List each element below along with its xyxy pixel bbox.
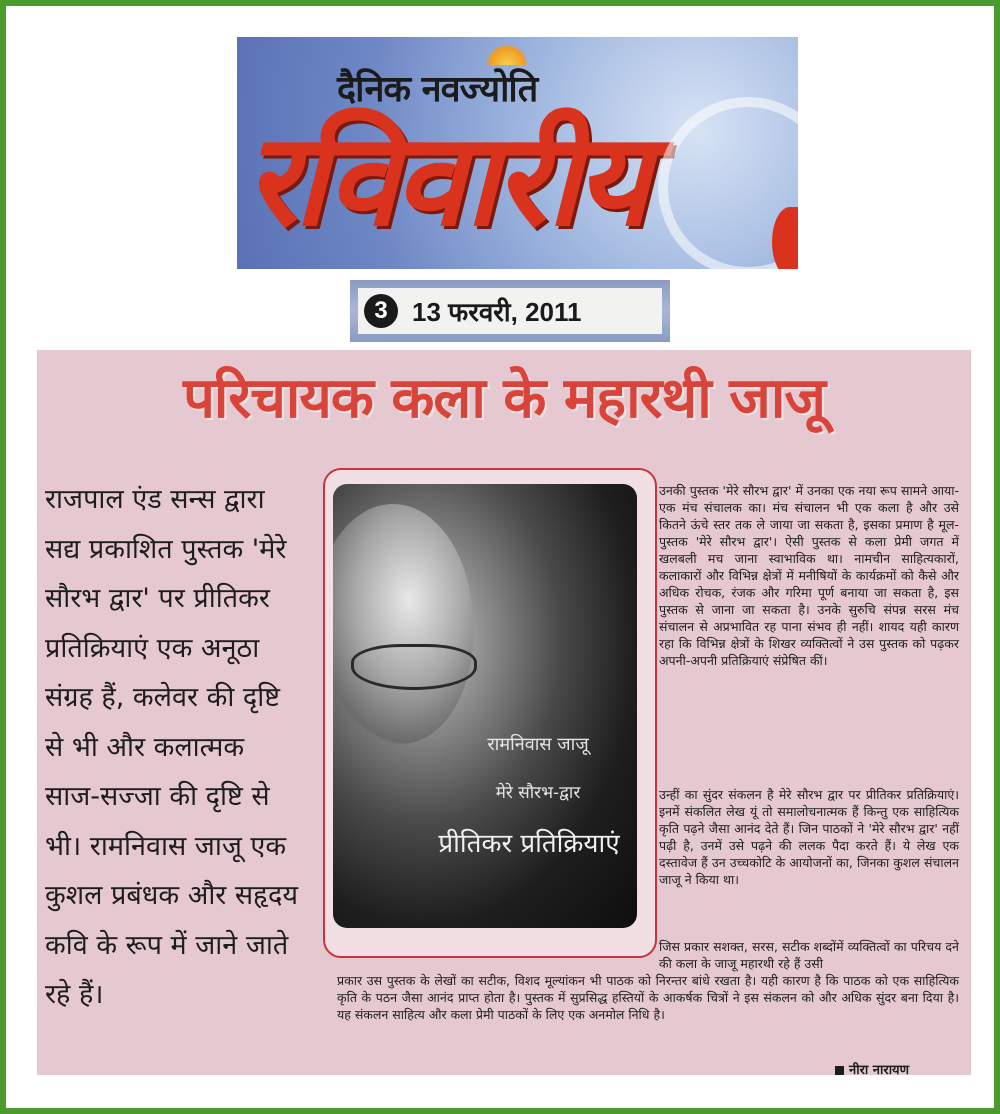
- book-cover-subtitle: प्रीतिकर प्रतिक्रियाएं: [438, 829, 620, 859]
- date-bar: [350, 280, 670, 342]
- edition-title: रविवारीय: [245, 105, 646, 255]
- book-cover-author: रामनिवास जाजू: [487, 734, 589, 755]
- author-byline: [835, 1060, 909, 1078]
- article-paragraph: उनकी पुस्तक 'मेरे सौरभ द्वार' में उनका एक नया रूप सामने आया- एक मंच संचालक का। मंच संचालन भी एक कला है और उसे कितने ऊंचे स्तर तक ले जाया जा सकता है, इसका प्रमाण है मूल-पुस्तक 'मेरे सौरभ द्वार'। ऐसी पुस्तक से कला प्रेमी जगत में खलबली मच जाना स्वाभाविक था। नामचीन साहित्यकारों, कलाकारों और विभिन्न क्षेत्रों में मनीषियों के कार्यक्रमों को कैसे और अधिक रोचक, रंजक और गरिमा पूर्ण बनाया जा सकता है, इस पुस्तक से जाना जा सकता है। उनके सुरुचि संपन्न सरस मंच संचालन से अप्रभावित रह पाना संभव ही नहीं। शायद यही कारण रहा कि विभिन्न क्षेत्रों के शिखर व्यक्तित्वों ने उस पुस्तक को पढ़कर अपनी-अपनी प्रतिक्रियाएं संप्रेषित कीं।: [659, 483, 959, 668]
- glasses-icon: [351, 644, 477, 690]
- article-paragraph: जिस प्रकार सशक्त, सरस, सटीक शब्दोंमें व्यक्तित्वों का परिचय दने की कला के जाजू महारथी रहे हैं उसी: [659, 939, 959, 971]
- article-paragraph: उन्हीं का सुंदर संकलन है मेरे सौरभ द्वार पर प्रीतिकर प्रतिक्रियाएं। इनमें संकलित लेख यूं तो समालोचनात्मक हैं किन्तु एक साहित्यिक कृति पढ़ने जैसा आनंद देते हैं। जिन पाठकों ने 'मेरे सौरभ द्वार' नहीं पढ़ी है, उनमें उसे पढ़ने की ललक पैदा करते हैं। ये लेख एक दस्तावेज हैं उन उच्चकोटि के आयोजनों का, जिनका कुशल संचालन जाजू ने किया था।: [659, 787, 959, 887]
- newspaper-masthead: [237, 37, 798, 269]
- newspaper-name: दैनिक नवज्योति: [337, 69, 538, 110]
- sun-icon: [487, 43, 527, 65]
- book-cover-photo: [333, 484, 637, 928]
- article-paragraph: प्रकार उस पुस्तक के लेखों का सटीक, विशद मूल्यांकन भी पाठक को निरन्तर बांधे रखता है। यही कारण है कि पाठक को एक साहित्यिक कृति के पठन जैसा आनंद प्राप्त होता है। पुस्तक में सुप्रसिद्ध हस्तियों के आकर्षक चित्रों ने इस संकलन को और अधिक सुंदर बना दिया है। यह संकलन साहित्य और कला प्रेमी पाठकों के लिए एक अनमोल निधि है।: [337, 973, 959, 1022]
- article-headline: परिचायक कला के महारथी जाजू: [183, 366, 825, 431]
- page-number-badge: 3: [364, 294, 398, 328]
- author-portrait: [333, 504, 473, 744]
- byline-name: नीरा नारायण: [849, 1063, 909, 1078]
- article: [37, 350, 971, 1078]
- book-cover-title: मेरे सौरभ-द्वार: [495, 783, 581, 803]
- bullet-square-icon: [835, 1066, 844, 1075]
- pull-quote: राजपाल एंड सन्स द्वारा सद्य प्रकाशित पुस्तक 'मेरे सौरभ द्वार' पर प्रीतिकर प्रतिक्रियाएं एक अनूठा संग्रह हैं, कलेवर की दृष्टि से भी और कलात्मक साज-सज्जा की दृष्टि से भी। रामनिवास जाजू एक कुशल प्रबंधक और सहृदय कवि के रूप में जाने जाते रहे हैं।: [45, 484, 299, 1010]
- publication-date: 13 फरवरी, 2011: [412, 297, 582, 327]
- photo-frame: [323, 468, 657, 958]
